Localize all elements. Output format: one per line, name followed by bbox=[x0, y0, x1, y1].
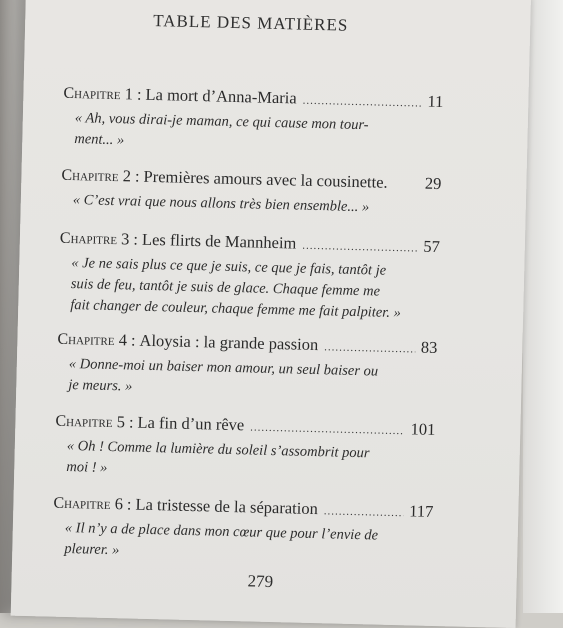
chapter-title: Premières amours avec la cousinette. bbox=[143, 166, 388, 192]
epigraph-line: moi ! » bbox=[66, 458, 108, 476]
chapter-page-number: 83 bbox=[420, 337, 438, 357]
chapter-epigraph bbox=[66, 436, 419, 487]
book-page bbox=[11, 0, 531, 628]
chapter-epigraph bbox=[64, 518, 417, 569]
chapter-page-number: 29 bbox=[424, 173, 442, 194]
epigraph-line: je meurs. » bbox=[68, 376, 133, 395]
chapter-page-number: 101 bbox=[410, 419, 436, 439]
chapter-prefix: Chapitre bbox=[63, 84, 121, 104]
epigraph-line: fait changer de couleur, chaque femme me fait palpiter. » bbox=[70, 297, 402, 322]
epigraph-line: « Oh ! Comme la lumière du soleil s’assombrit pour bbox=[66, 437, 370, 462]
page-number-footer: 279 bbox=[247, 571, 274, 592]
chapter-title: La tristesse de la séparation bbox=[135, 494, 319, 519]
chapter-prefix: Chapitre bbox=[53, 494, 111, 514]
dot-leader bbox=[324, 336, 415, 360]
epigraph-line: « Ah, vous dirai-je maman, ce qui cause mon tour- bbox=[74, 110, 369, 134]
chapter-epigraph bbox=[74, 108, 427, 159]
epigraph-line: suis de feu, tantôt je suis de glace. Chaque femme me bbox=[70, 276, 381, 300]
table-of-contents bbox=[52, 82, 444, 569]
chapter-prefix: Chapitre bbox=[61, 166, 119, 186]
chapter-page-number: 117 bbox=[408, 501, 434, 521]
toc-entry-chapter-5 bbox=[54, 410, 436, 487]
chapter-separator: : bbox=[136, 84, 142, 104]
dot-leader bbox=[302, 235, 417, 260]
chapter-number: 5 bbox=[116, 412, 126, 432]
chapter-number: 6 bbox=[114, 494, 124, 514]
epigraph-line: « Donne-moi un baiser mon amour, un seul baiser ou bbox=[68, 355, 379, 380]
chapter-epigraph bbox=[70, 253, 423, 325]
chapter-prefix: Chapitre bbox=[55, 412, 113, 432]
toc-entry-chapter-3 bbox=[58, 227, 440, 325]
chapter-number: 2 bbox=[122, 166, 132, 186]
toc-entry-chapter-1 bbox=[62, 82, 444, 159]
chapter-prefix: Chapitre bbox=[59, 229, 118, 249]
chapter-title: Aloysia : la grande passion bbox=[139, 330, 319, 355]
dot-leader bbox=[250, 416, 405, 442]
dot-leader bbox=[324, 500, 404, 524]
epigraph-line: pleurer. » bbox=[64, 540, 120, 559]
page-title: TABLE DES MATIÈRES bbox=[153, 10, 349, 35]
chapter-separator: : bbox=[126, 494, 132, 514]
chapter-title: La fin d’un rêve bbox=[137, 412, 245, 435]
background-surface bbox=[523, 0, 563, 613]
chapter-page-number: 11 bbox=[427, 91, 444, 112]
epigraph-line: « Il n’y a de place dans mon cœur que pour l’envie de bbox=[64, 519, 379, 544]
chapter-separator: : bbox=[134, 166, 140, 186]
epigraph-line: « C’est vrai que nous allons très bien ensemble... » bbox=[72, 192, 370, 216]
toc-entry-chapter-6 bbox=[52, 492, 434, 569]
dot-leader bbox=[302, 90, 421, 115]
chapter-title: La mort d’Anna-Maria bbox=[145, 84, 297, 108]
chapter-title: Les flirts de Mannheim bbox=[141, 229, 297, 253]
toc-entry-chapter-2 bbox=[61, 164, 442, 220]
chapter-number: 3 bbox=[120, 229, 130, 249]
chapter-separator: : bbox=[128, 412, 134, 432]
chapter-separator: : bbox=[133, 229, 139, 249]
epigraph-line: « Je ne sais plus ce que je suis, ce que je fais, tantôt je bbox=[71, 255, 387, 279]
chapter-number: 4 bbox=[118, 330, 128, 350]
toc-entry-chapter-4 bbox=[56, 328, 438, 405]
chapter-prefix: Chapitre bbox=[57, 330, 115, 350]
epigraph-line: ment... » bbox=[74, 131, 125, 149]
chapter-epigraph bbox=[68, 354, 421, 405]
chapter-page-number: 57 bbox=[423, 236, 441, 257]
chapter-number: 1 bbox=[124, 84, 134, 104]
chapter-separator: : bbox=[130, 330, 136, 350]
